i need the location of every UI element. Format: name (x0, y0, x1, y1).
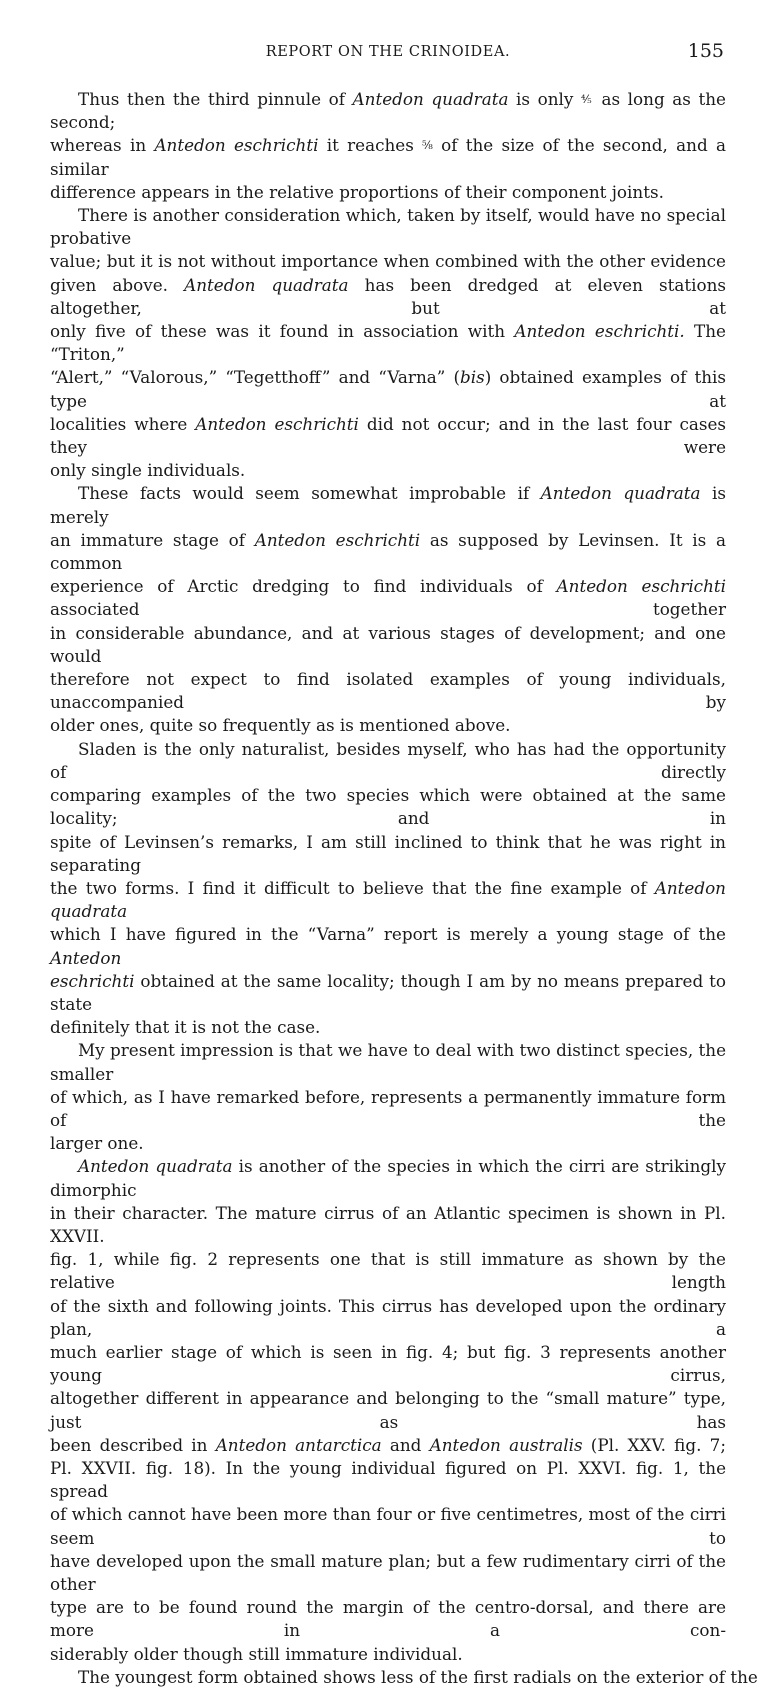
italic-species-name: Antedon eschrichti (254, 529, 421, 550)
text-line (50, 923, 726, 969)
text-line (50, 1016, 726, 1039)
italic-species-name: Antedon antarctica (215, 1434, 382, 1455)
text-run: My present impression is that we have to deal with two distinct species, the smaller (50, 1040, 726, 1084)
text-run: much earlier stage of which is seen in fig. 4; but fig. 3 represents another young cirrus, (50, 1341, 726, 1386)
text-run: The “Triton,” (50, 321, 726, 365)
text-line (50, 970, 726, 1016)
italic-species-name: bis (460, 367, 485, 388)
text-run: whereas in (50, 135, 155, 156)
text-line (50, 784, 726, 830)
text-run: the two forms. I find it difficult to believe that the fine example of (50, 877, 655, 898)
paragraph (50, 1666, 758, 1689)
text-run: only five of these was it found in association with (50, 321, 515, 342)
running-title: REPORT ON THE CRINOIDEA. (265, 44, 511, 60)
text-line (50, 1666, 758, 1689)
text-line (50, 204, 726, 250)
text-run: therefore not expect to find isolated examples of young individuals, unaccompanied by (50, 669, 726, 713)
fraction: ⅘ (580, 93, 594, 106)
paragraph (50, 204, 726, 482)
text-line (50, 1086, 726, 1132)
text-run: definitely that it is not the case. (50, 1017, 321, 1038)
paragraph (50, 1039, 726, 1155)
text-line (50, 714, 726, 737)
text-run: altogether different in appearance and belonging to the “small mature” type, just as has (50, 1388, 726, 1432)
text-run: is only (508, 89, 581, 109)
text-run: experience of Arctic dredging to find individuals of (50, 576, 557, 597)
text-run: The youngest form obtained shows less of the first radials on the exterior of the (78, 1666, 758, 1687)
text-line (50, 1596, 726, 1642)
text-line (50, 877, 726, 923)
text-run: of the size of the second, and a similar (50, 135, 726, 179)
text-run: given above. (50, 274, 185, 295)
text-run: associated together (50, 599, 726, 620)
text-line (50, 1202, 726, 1248)
text-line (50, 831, 726, 877)
text-run: These facts would seem somewhat improbable if (78, 483, 541, 504)
text-run: value; but it is not without importance when combined with the other evidence (50, 251, 726, 272)
text-line (50, 1341, 726, 1387)
text-run: Sladen is the only naturalist, besides myself, who has had the opportunity of directly (50, 738, 726, 782)
text-line (50, 668, 726, 714)
text-line (50, 1434, 726, 1457)
text-run: of the sixth and following joints. This cirrus has developed upon the ordinary plan, a (50, 1295, 726, 1339)
text-line (50, 320, 726, 366)
text-run: it reaches (318, 135, 423, 156)
paragraph (50, 1155, 726, 1665)
text-line (50, 1643, 726, 1666)
page-number: 155 (687, 40, 724, 62)
text-run: fig. 1, while fig. 2 represents one that is still immature as shown by the relative length (50, 1249, 726, 1293)
text-run: which I have figured in the “Varna” report is merely a young stage of the (50, 924, 726, 945)
text-line (50, 1039, 726, 1085)
text-run: of which, as I have remarked before, represents a permanently immature form of the (50, 1086, 726, 1130)
italic-species-name: Antedon eschrichti (556, 576, 727, 597)
text-run: in their character. The mature cirrus of an Atlantic specimen is shown in Pl. XXVII. (50, 1202, 726, 1246)
text-line (50, 575, 726, 621)
text-line (50, 1550, 726, 1596)
italic-species-name: Antedon (50, 947, 122, 968)
text-run: did not occur; and in the last four cases they were (50, 413, 727, 458)
text-run: is merely (50, 483, 726, 527)
italic-species-name: Antedon quadrata (540, 483, 701, 504)
text-run: obtained at the same locality; though I am by no means prepared to state (50, 970, 726, 1014)
text-run: larger one. (50, 1133, 144, 1154)
text-run: have developed upon the small mature plan; but a few rudimentary cirri of the other (50, 1550, 726, 1594)
paragraph (50, 88, 726, 204)
italic-species-name: eschrichti (50, 970, 135, 991)
text-line (50, 459, 726, 482)
text-run: (Pl. XXV. fig. 7; (582, 1434, 726, 1455)
italic-species-name: Antedon eschrichti. (514, 321, 685, 342)
text-line (50, 622, 726, 668)
italic-species-name: Antedon quadrata (50, 877, 726, 922)
text-line (50, 1295, 726, 1341)
text-run: only single individuals. (50, 460, 246, 481)
text-run: type are to be found round the margin of the centro-dorsal, and there are more in a con- (50, 1597, 726, 1641)
italic-species-name: Antedon quadrata (184, 274, 349, 295)
running-header (50, 40, 726, 64)
italic-species-name: Antedon eschrichti (154, 135, 319, 156)
text-run: been described in (50, 1434, 216, 1455)
text-line (50, 482, 726, 528)
italic-species-name: Antedon eschrichti (195, 413, 359, 434)
text-line (50, 1457, 726, 1503)
text-line (50, 366, 726, 412)
text-line (50, 738, 726, 784)
text-run: comparing examples of the two species which were obtained at the same locality; and in (50, 785, 726, 829)
text-run: as supposed by Levinsen. It is a common (50, 529, 726, 574)
text-line (50, 1503, 726, 1549)
paragraph (50, 738, 726, 1040)
text-line (50, 1248, 726, 1294)
fraction: ⅝ (422, 139, 433, 153)
text-run: in considerable abundance, and at various stages of development; and one would (50, 622, 726, 666)
text-line (50, 88, 726, 134)
text-run: older ones, quite so frequently as is mentioned above. (50, 715, 511, 736)
text-run: of which cannot have been more than four or five centimetres, most of the cirri seem to (50, 1504, 726, 1548)
text-run: difference appears in the relative proportions of their component joints. (50, 181, 664, 202)
text-line (50, 413, 726, 459)
text-line (50, 250, 726, 273)
text-run: Thus then the third pinnule of (78, 89, 353, 109)
text-run: is another of the species in which the cirri are strikingly dimorphic (50, 1156, 726, 1200)
text-line (50, 134, 726, 180)
text-run: “Alert,” “Valorous,” “Tegetthoff” and “Varna” ( (50, 367, 460, 388)
text-line (50, 274, 726, 320)
italic-species-name: Antedon quadrata (78, 1156, 233, 1177)
text-run: spite of Levinsen’s remarks, I am still inclined to think that he was right in separating (50, 831, 726, 875)
text-run: and (381, 1434, 430, 1455)
text-run: There is another consideration which, taken by itself, would have no special probative (50, 205, 726, 249)
text-run: has been dredged at eleven stations altogether, but at (50, 274, 727, 318)
text-line (50, 1132, 726, 1155)
text-run: ) obtained examples of this type at (50, 367, 726, 411)
text-run: siderably older though still immature individual. (50, 1643, 463, 1664)
text-line (50, 181, 726, 204)
italic-species-name: Antedon quadrata (352, 89, 509, 109)
text-run: Pl. XXVII. fig. 18). In the young individual figured on Pl. XXVI. fig. 1, the spread (50, 1457, 726, 1502)
text-line (50, 1387, 726, 1433)
text-run: as long as the second; (50, 89, 726, 133)
paragraph (50, 482, 726, 737)
text-line (50, 1155, 726, 1201)
text-run: an immature stage of (50, 529, 255, 550)
italic-species-name: Antedon australis (429, 1434, 583, 1455)
body-text (50, 88, 758, 1689)
text-line (50, 529, 726, 575)
text-run: localities where (50, 413, 196, 434)
